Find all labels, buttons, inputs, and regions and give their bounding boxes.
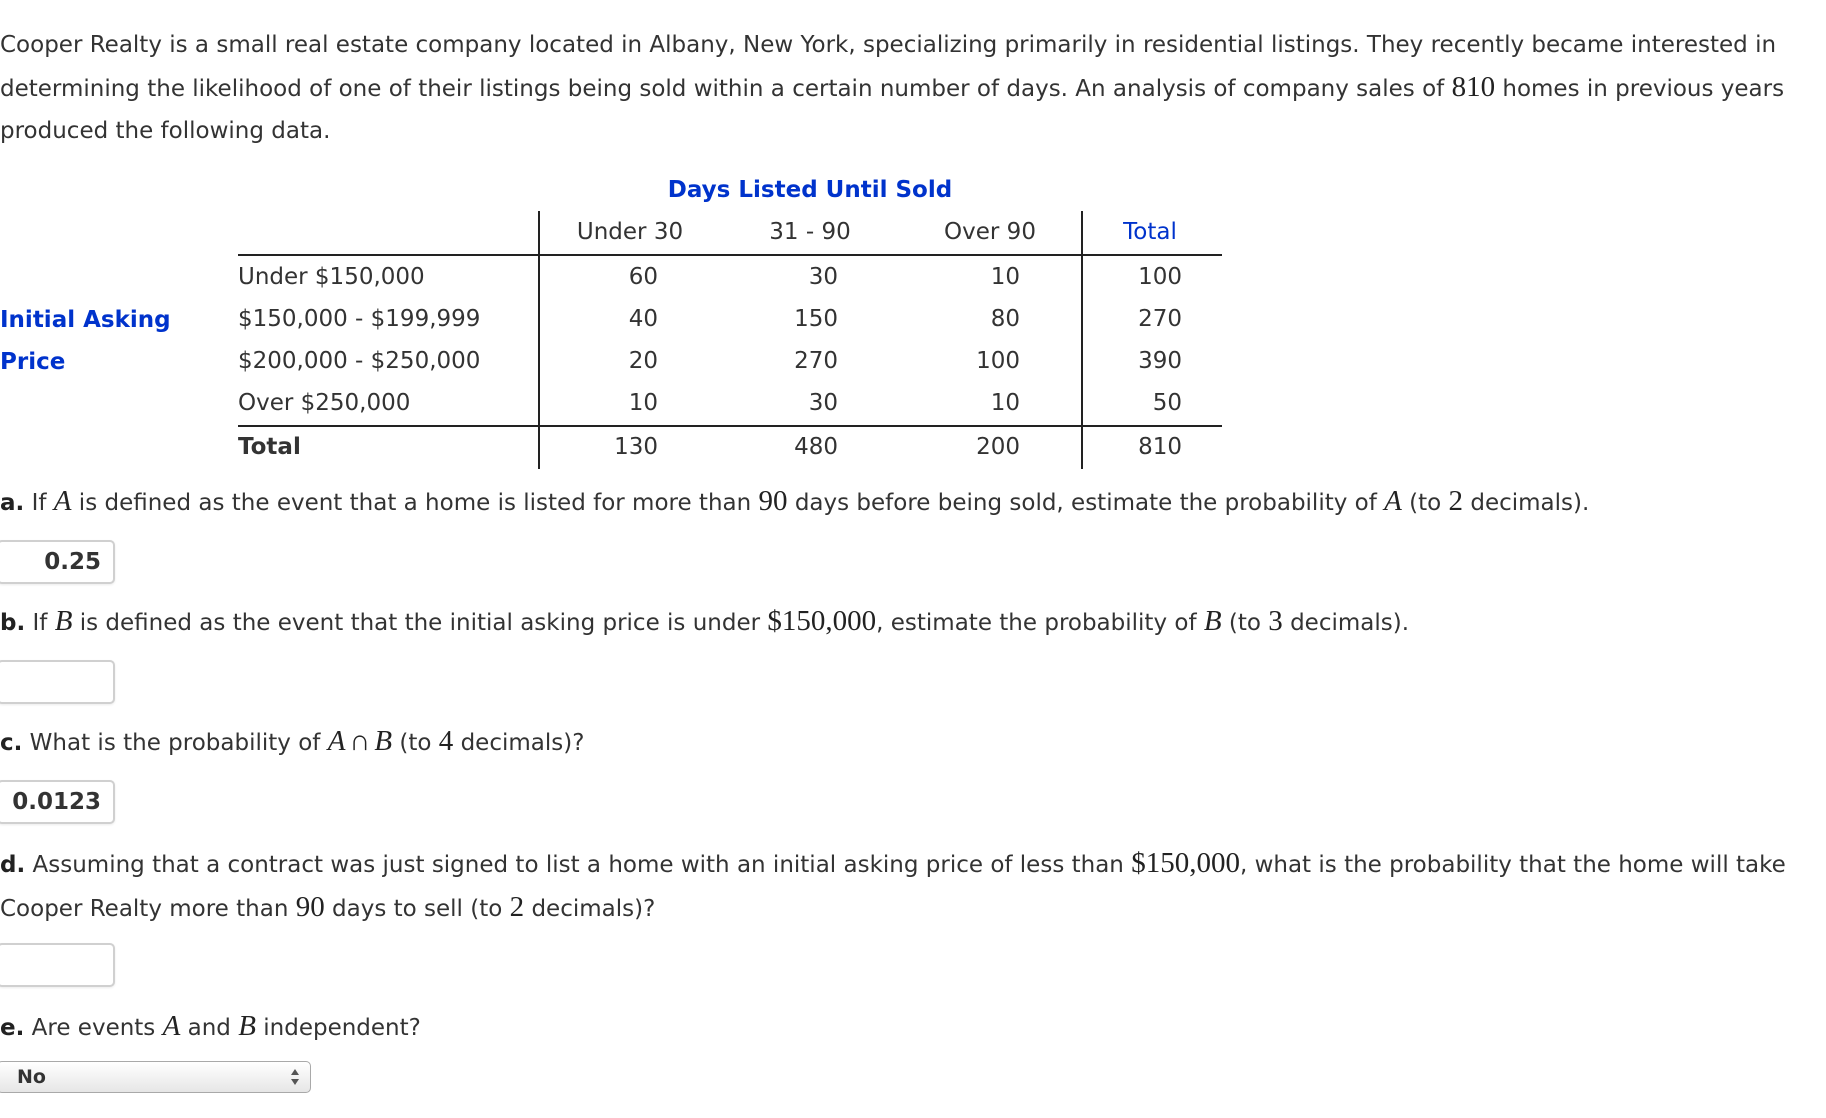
table-vrule-right bbox=[1081, 211, 1083, 469]
math-number: 4 bbox=[438, 725, 454, 757]
question-b-label: b. bbox=[0, 610, 26, 636]
answer-c-input[interactable]: 0.0123 bbox=[0, 780, 115, 824]
table-cell-total: 270 bbox=[1138, 306, 1182, 332]
question-b-text: If bbox=[25, 610, 55, 636]
table-cell: 80 bbox=[990, 306, 1020, 332]
table-cell: 10 bbox=[628, 390, 658, 416]
total-cell: 200 bbox=[976, 434, 1020, 460]
intersection-symbol: ∩ bbox=[349, 725, 371, 757]
math-number: $150,000 bbox=[767, 605, 877, 637]
table-cell-total: 390 bbox=[1138, 348, 1182, 374]
table-hrule-top bbox=[238, 254, 1222, 256]
question-c bbox=[0, 720, 584, 764]
question-b-text: , estimate the probability of bbox=[876, 610, 1204, 636]
question-d-text: days to sell (to bbox=[324, 896, 510, 922]
question-b-text: (to bbox=[1221, 610, 1269, 636]
question-c-text: What is the probability of bbox=[22, 730, 328, 756]
col-header-over-90: Over 90 bbox=[944, 219, 1036, 245]
total-cell: 130 bbox=[614, 434, 658, 460]
math-number: $150,000 bbox=[1131, 847, 1240, 879]
question-e-text: and bbox=[180, 1015, 239, 1041]
math-var-b: B bbox=[1203, 605, 1222, 637]
table-cell: 10 bbox=[990, 264, 1020, 290]
intro-text-2: homes in previous years produced the following data. bbox=[0, 76, 1785, 144]
answer-e-select[interactable] bbox=[0, 1061, 311, 1093]
question-e-text: Are events bbox=[24, 1015, 163, 1041]
math-var-a: A bbox=[53, 485, 72, 517]
intro-text-1: Cooper Realty is a small real estate company located in Albany, New York, specializing primarily in residential listings. They recently became interested in determining the likelihood of one of their listings being sold within a certain number of days. An analysis of company sales of bbox=[0, 32, 1777, 102]
question-c-text: decimals)? bbox=[453, 730, 585, 756]
table-cell: 40 bbox=[628, 306, 658, 332]
question-c-text: (to bbox=[392, 730, 439, 756]
answer-b-input[interactable] bbox=[0, 660, 115, 704]
row-group-label-line1: Initial Asking bbox=[0, 307, 171, 333]
math-number: 3 bbox=[1268, 605, 1283, 637]
table-cell: 30 bbox=[808, 390, 838, 416]
math-var-b: B bbox=[238, 1010, 256, 1042]
question-b bbox=[0, 600, 1409, 644]
math-number: 2 bbox=[1448, 485, 1464, 517]
table-title: Days Listed Until Sold bbox=[667, 177, 953, 203]
math-number: 90 bbox=[295, 891, 325, 923]
question-e bbox=[0, 1005, 421, 1049]
question-a-text: If bbox=[24, 490, 54, 516]
math-var-b: B bbox=[374, 725, 393, 757]
table-cell: 150 bbox=[794, 306, 838, 332]
math-number: 90 bbox=[758, 485, 788, 517]
question-a-label: a. bbox=[0, 490, 25, 516]
total-row-label: Total bbox=[238, 434, 301, 460]
question-a-text: (to bbox=[1401, 490, 1449, 516]
row-group-label-line2: Price bbox=[0, 349, 66, 375]
row-label: $150,000 - $199,999 bbox=[238, 306, 481, 332]
math-number: 2 bbox=[509, 891, 525, 923]
table-cell-total: 100 bbox=[1138, 264, 1182, 290]
question-a-text: days before being sold, estimate the probability of bbox=[787, 490, 1385, 516]
answer-e-selected-value: No bbox=[17, 1066, 46, 1088]
question-b-text: decimals). bbox=[1282, 610, 1410, 636]
math-var-b: B bbox=[54, 605, 73, 637]
question-e-text: independent? bbox=[255, 1015, 421, 1041]
total-cell: 480 bbox=[794, 434, 838, 460]
table-cell: 270 bbox=[794, 348, 838, 374]
question-a-text: is defined as the event that a home is listed for more than bbox=[71, 490, 759, 516]
question-d bbox=[0, 842, 1826, 930]
table-cell: 100 bbox=[976, 348, 1020, 374]
row-label: Over $250,000 bbox=[238, 390, 411, 416]
question-a bbox=[0, 480, 1589, 524]
intro-number: 810 bbox=[1451, 71, 1496, 103]
col-header-total: Total bbox=[1123, 219, 1177, 245]
table-cell: 10 bbox=[990, 390, 1020, 416]
math-var-a: A bbox=[327, 725, 346, 757]
table-cell-total: 50 bbox=[1152, 390, 1182, 416]
table-hrule-bottom bbox=[238, 425, 1222, 427]
table-cell: 30 bbox=[808, 264, 838, 290]
question-e-label: e. bbox=[0, 1015, 25, 1041]
table-vrule-left bbox=[538, 211, 540, 469]
col-header-under-30: Under 30 bbox=[576, 219, 684, 245]
math-var-a: A bbox=[1384, 485, 1402, 517]
row-label: Under $150,000 bbox=[238, 264, 425, 290]
col-header-31-90: 31 - 90 bbox=[769, 219, 851, 245]
row-label: $200,000 - $250,000 bbox=[238, 348, 481, 374]
intro-paragraph bbox=[0, 24, 1826, 152]
question-d-text: Assuming that a contract was just signed to list a home with an initial asking price of less than bbox=[25, 852, 1132, 878]
table-cell: 20 bbox=[628, 348, 658, 374]
select-arrows-icon bbox=[289, 1066, 301, 1088]
question-d-label: d. bbox=[0, 852, 26, 878]
answer-d-input[interactable] bbox=[0, 943, 115, 987]
math-var-a: A bbox=[162, 1010, 181, 1042]
question-a-text: decimals). bbox=[1463, 490, 1590, 516]
question-d-text: , what is the probability that the home will take Cooper Realty more than bbox=[0, 852, 1786, 922]
grand-total-cell: 810 bbox=[1138, 434, 1182, 460]
question-c-label: c. bbox=[0, 730, 23, 756]
question-d-text: decimals)? bbox=[524, 896, 656, 922]
question-b-text: is defined as the event that the initial asking price is under bbox=[72, 610, 768, 636]
table-cell: 60 bbox=[628, 264, 658, 290]
answer-a-input[interactable]: 0.25 bbox=[0, 540, 115, 584]
